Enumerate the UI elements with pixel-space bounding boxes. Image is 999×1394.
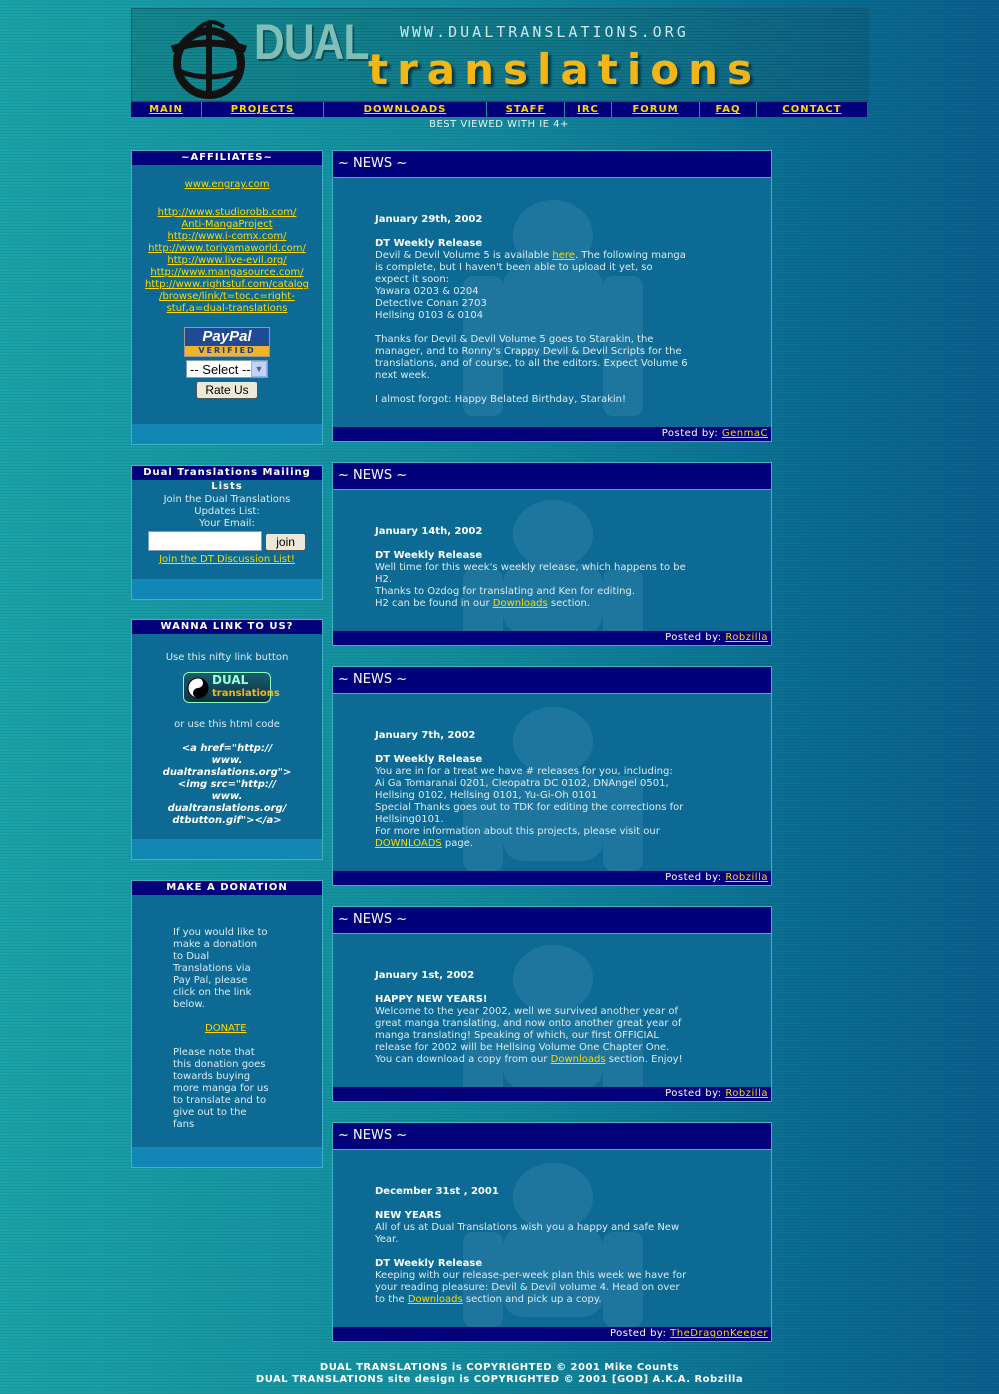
donation-text: Translations via — [173, 963, 251, 974]
news-line: manga translating! Speaking of which, our first OFFICIAL — [375, 1030, 659, 1041]
news-line: next week. — [375, 370, 430, 381]
code-line: dtbutton.gif"></a> — [172, 815, 282, 826]
news-text: H2 can be found in our — [375, 598, 493, 609]
donate-link[interactable]: DONATE — [205, 1023, 247, 1034]
news-post — [332, 1122, 772, 1342]
best-viewed-note: BEST VIEWED WITH IE 4+ — [429, 119, 569, 130]
poster-link[interactable]: TheDragonKeeper — [670, 1328, 768, 1339]
news-post — [332, 462, 772, 646]
nav-main[interactable]: MAIN — [131, 102, 202, 117]
link-to-us-box — [131, 619, 323, 860]
news-line: is complete, but I haven't been able to upload it yet, so — [375, 262, 653, 273]
news-date: January 1st, 2002 — [375, 970, 475, 981]
affiliate-link[interactable]: stuf,a=dual-translations — [166, 303, 288, 314]
donation-text: If you would like to — [173, 927, 268, 938]
site-header — [131, 8, 869, 102]
downloads-link[interactable]: Downloads — [550, 1054, 606, 1065]
donation-note: more manga for us — [173, 1083, 269, 1094]
news-header: ~ NEWS ~ — [333, 667, 771, 694]
news-date: January 7th, 2002 — [375, 730, 476, 741]
news-line: Hellsing 0103 & 0104 — [375, 310, 484, 321]
affiliate-link[interactable]: /browse/link/t=toc,c=right- — [159, 291, 295, 302]
news-header: ~ NEWS ~ — [333, 1123, 771, 1150]
mailing-list-box — [131, 465, 323, 600]
news-header: ~ NEWS ~ — [333, 907, 771, 934]
news-line: Detective Conan 2703 — [375, 298, 487, 309]
affiliate-link[interactable]: http://www.studiorobb.com/ — [157, 207, 297, 218]
nav-contact[interactable]: CONTACT — [782, 104, 842, 115]
news-footer — [333, 631, 771, 645]
news-text: section. — [547, 598, 591, 609]
news-line: great manga translating, and now onto another great year of — [375, 1018, 682, 1029]
posted-by-label: Posted by: — [665, 1088, 726, 1099]
affiliate-link[interactable]: www.engray.com — [184, 179, 270, 190]
news-line: You are in for a treat we have # releases for you, including: — [375, 766, 673, 777]
donation-note: towards buying — [173, 1071, 251, 1082]
news-line: Welcome to the year 2002, well we survived another year of — [375, 1006, 678, 1017]
news-footer — [333, 871, 771, 885]
dt-button-dual: DUAL — [212, 673, 249, 687]
news-line: H2. — [375, 574, 393, 585]
logo-dual-text: DUAL — [254, 14, 369, 70]
affiliates-footer-bar — [132, 424, 322, 444]
link-to-us-footer-bar — [132, 839, 322, 859]
news-text: to the — [375, 1294, 408, 1305]
mailing-footer-bar — [132, 579, 322, 599]
news-line: Hellsing0101. — [375, 814, 444, 825]
donation-note: fans — [173, 1119, 195, 1130]
rating-select[interactable] — [186, 360, 268, 378]
donation-note: to translate and to — [173, 1095, 267, 1106]
nav-faq[interactable]: FAQ — [700, 102, 757, 117]
join-button[interactable]: join — [265, 533, 306, 551]
downloads-link[interactable]: DOWNLOADS — [375, 838, 442, 849]
html-code-text: or use this html code — [174, 719, 280, 730]
copyright-footer — [0, 1362, 999, 1386]
news-line: For more information about this projects, please visit our — [375, 826, 660, 837]
news-date: January 29th, 2002 — [375, 214, 483, 225]
rating-select-value: -- Select -- — [190, 362, 251, 377]
news-line — [375, 1294, 731, 1306]
news-header: ~ NEWS ~ — [333, 463, 771, 490]
posted-by-label: Posted by: — [661, 428, 722, 439]
news-heading: DT Weekly Release — [375, 550, 483, 561]
here-link[interactable]: here — [552, 250, 575, 261]
yin-yang-icon — [187, 677, 209, 699]
affiliate-link[interactable]: http://www.i-comx.com/ — [167, 231, 287, 242]
news-heading: DT Weekly Release — [375, 1258, 483, 1269]
news-post — [332, 150, 772, 442]
news-line: Year. — [375, 1234, 399, 1245]
code-line: dualtranslations.org/ — [167, 803, 287, 814]
donation-text: make a donation — [173, 939, 258, 950]
news-line: Special Thanks goes out to TDK for editing the corrections for — [375, 802, 684, 813]
site-url-text: WWW.DUALTRANSLATIONS.ORG — [400, 23, 689, 41]
news-header: ~ NEWS ~ — [333, 151, 771, 178]
news-text: section and pick up a copy. — [462, 1294, 602, 1305]
donation-text: click on the link — [173, 987, 252, 998]
news-line: Hellsing 0102, Hellsing 0101, Yu-Gi-Oh 0101 — [375, 790, 598, 801]
poster-link[interactable]: Robzilla — [725, 1088, 768, 1099]
link-to-us-title: WANNA LINK TO US? — [132, 620, 322, 634]
news-heading: DT Weekly Release — [375, 754, 483, 765]
news-line: expect it soon: — [375, 274, 450, 285]
donation-footer-bar — [132, 1147, 322, 1167]
affiliate-link[interactable]: http://www.live-evil.org/ — [167, 255, 287, 266]
code-line: <img src="http:// — [177, 779, 277, 790]
donation-text: Pay Pal, please — [173, 975, 248, 986]
news-line: All of us at Dual Translations wish you a happy and safe New — [375, 1222, 680, 1233]
code-line: dualtranslations.org"> — [162, 767, 292, 778]
downloads-link[interactable]: Downloads — [492, 598, 548, 609]
news-heading: HAPPY NEW YEARS! — [375, 994, 488, 1005]
html-code-block — [136, 743, 318, 827]
donation-note: give out to the — [173, 1107, 247, 1118]
news-line: Ai Ga Tomaranai 0201, Cleopatra DC 0102, DNAngel 0501, — [375, 778, 669, 789]
poster-link[interactable]: Robzilla — [725, 872, 768, 883]
news-text: Devil & Devil Volume 5 is available — [375, 250, 553, 261]
donation-text: to Dual — [173, 951, 210, 962]
news-line — [375, 250, 731, 262]
news-footer — [333, 1327, 771, 1341]
posted-by-label: Posted by: — [609, 1328, 671, 1339]
affiliate-link[interactable]: Anti-MangaProject — [181, 219, 273, 230]
news-footer — [333, 1087, 771, 1101]
news-footer — [333, 427, 771, 441]
news-post — [332, 906, 772, 1102]
mailing-list-title: Dual Translations Mailing Lists — [132, 466, 322, 480]
news-line: release for 2002 will be Hellsing Volume One Chapter One. — [375, 1042, 670, 1053]
donation-note: this donation goes — [173, 1059, 266, 1070]
donation-title: MAKE A DONATION — [132, 881, 322, 895]
paypal-logo-text: PayPal — [185, 328, 269, 346]
news-line: Thanks to Ozdog for translating and Ken for editing. — [375, 586, 636, 597]
news-date: January 14th, 2002 — [375, 526, 483, 537]
poster-link[interactable]: GenmaC — [721, 428, 768, 439]
mailing-text: Updates List: — [194, 506, 260, 517]
email-field[interactable] — [148, 531, 262, 551]
news-line: Well time for this week's weekly release, which happens to be — [375, 562, 686, 573]
donation-note: Please note that — [173, 1047, 255, 1058]
news-line: manager, and to Ronny's Crappy Devil & Devil Scripts for the — [375, 346, 682, 357]
affiliates-title: ~AFFILIATES~ — [132, 151, 322, 165]
news-line: Thanks for Devil & Devil Volume 5 goes to Starakin, the — [375, 334, 654, 345]
news-line: I almost forgot: Happy Belated Birthday, Starakin! — [375, 394, 626, 405]
affiliate-link[interactable]: http://www.rightstuf.com/catalog — [144, 279, 309, 290]
affiliate-link[interactable]: http://www.toriyamaworld.com/ — [148, 243, 306, 254]
mailing-text: Join the Dual Translations — [163, 494, 291, 505]
news-post — [332, 666, 772, 886]
posted-by-label: Posted by: — [665, 872, 726, 883]
poster-link[interactable]: Robzilla — [725, 632, 768, 643]
donation-text: below. — [173, 999, 205, 1010]
news-text: section. Enjoy! — [605, 1054, 683, 1065]
news-line — [375, 838, 731, 850]
news-text: . The following manga — [574, 250, 686, 261]
logo-translations-text: translations — [368, 45, 761, 94]
donation-box — [131, 880, 323, 1168]
link-button-text: Use this nifty link button — [165, 652, 289, 663]
news-line — [375, 598, 731, 610]
news-line — [375, 1054, 731, 1066]
news-heading: DT Weekly Release — [375, 238, 483, 249]
news-line: translations, and of course, to all the editors. Expect Volume 6 — [375, 358, 688, 369]
main-nav — [131, 102, 867, 117]
nav-staff[interactable]: STAFF — [487, 102, 565, 117]
code-line: www. — [211, 755, 243, 766]
dt-button-translations: translations — [212, 688, 280, 699]
nav-projects[interactable]: PROJECTS — [202, 102, 324, 117]
news-line: your reading pleasure: Devil & Devil volume 4. Head on over — [375, 1282, 680, 1293]
code-line: www. — [211, 791, 243, 802]
copyright-line: DUAL TRANSLATIONS is COPYRIGHTED © 2001 Mike Counts — [319, 1362, 680, 1373]
news-date: December 31st , 2001 — [375, 1186, 499, 1197]
affiliate-link[interactable]: http://www.mangasource.com/ — [150, 267, 304, 278]
code-line: <a href="http:// — [181, 743, 273, 754]
nav-irc[interactable]: IRC — [565, 102, 612, 117]
paypal-verified-text: VERIFIED — [185, 346, 269, 356]
news-line: Keeping with our release-per-week plan this week we have for — [375, 1270, 687, 1281]
posted-by-label: Posted by: — [665, 632, 726, 643]
discussion-list-link[interactable]: Join the DT Discussion List! — [159, 554, 295, 565]
paypal-verified-badge[interactable] — [184, 327, 270, 357]
rate-us-button[interactable]: Rate Us — [196, 381, 257, 399]
news-text: page. — [441, 838, 474, 849]
affiliates-box — [131, 150, 323, 445]
chevron-down-icon: ▼ — [251, 361, 267, 377]
news-line: Yawara 0203 & 0204 — [375, 286, 479, 297]
nav-downloads[interactable]: DOWNLOADS — [324, 102, 487, 117]
nav-forum[interactable]: FORUM — [612, 102, 700, 117]
dt-link-button[interactable] — [183, 672, 280, 703]
downloads-link[interactable]: Downloads — [407, 1294, 463, 1305]
logo-emblem-icon — [164, 13, 254, 99]
copyright-line: DUAL TRANSLATIONS site design is COPYRIGHTED © 2001 [GOD] A.K.A. Robzilla — [255, 1374, 744, 1385]
news-heading: NEW YEARS — [375, 1210, 442, 1221]
email-label: Your Email: — [199, 518, 255, 529]
news-text: You can download a copy from our — [375, 1054, 551, 1065]
